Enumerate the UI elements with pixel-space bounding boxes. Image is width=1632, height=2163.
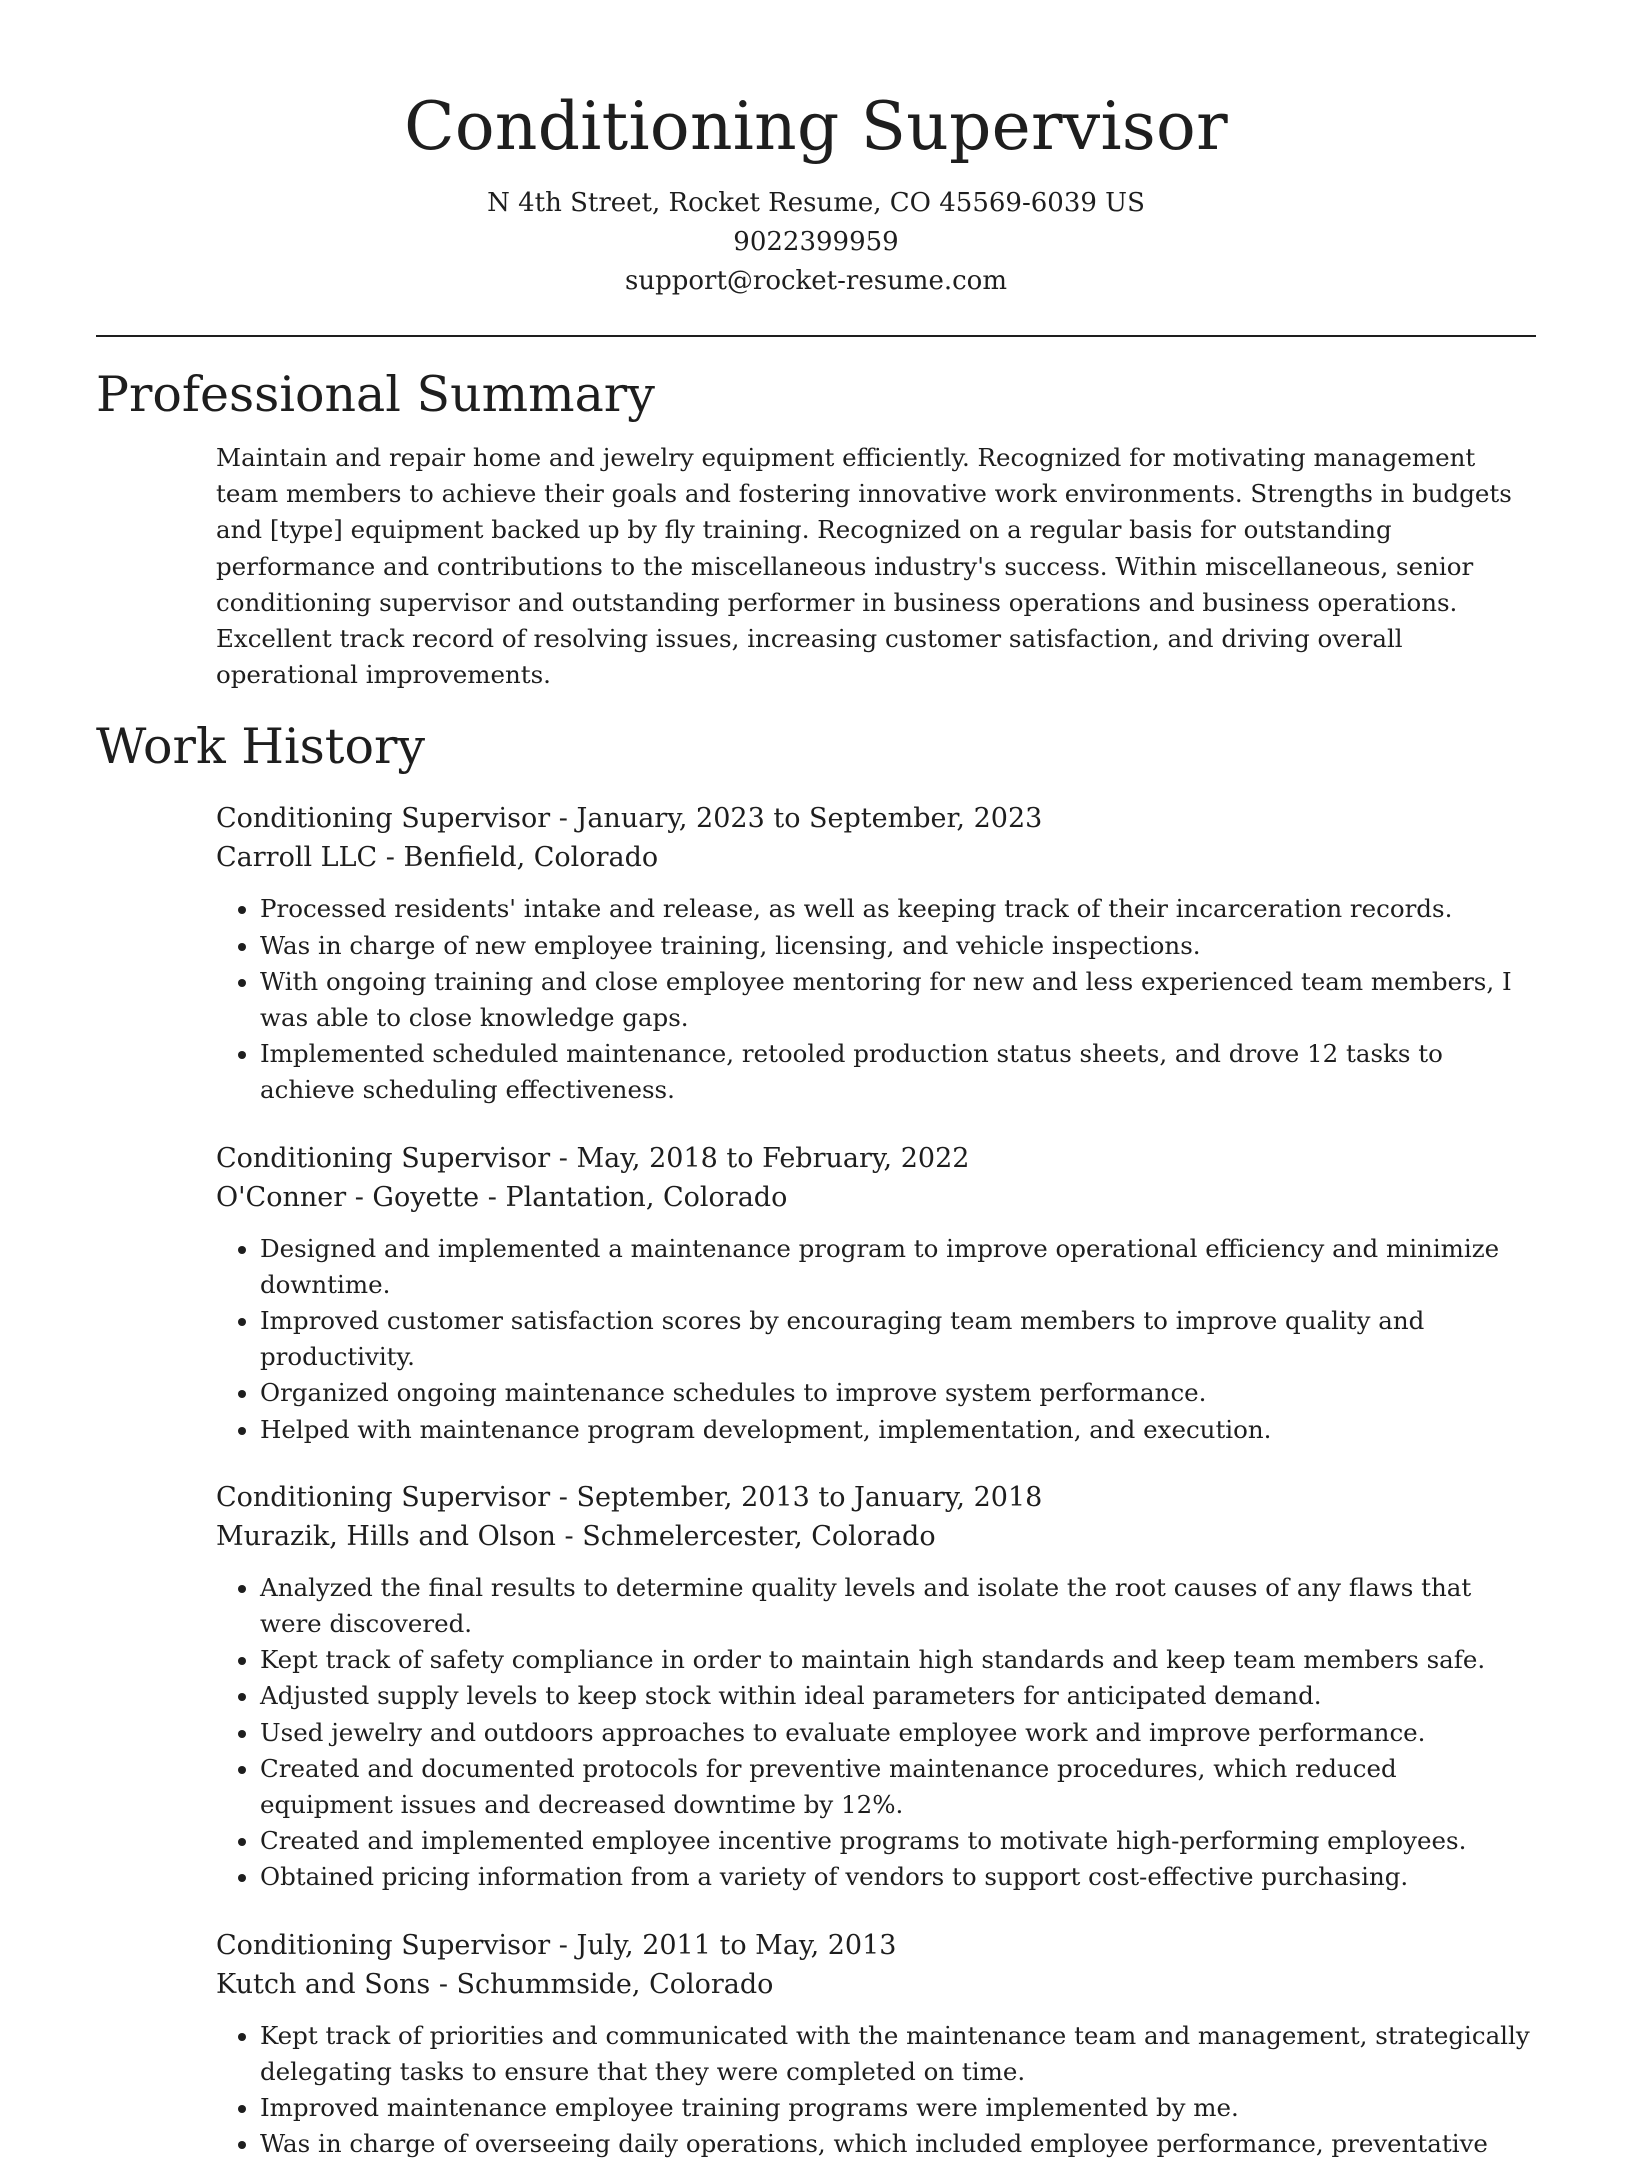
job-company-line [216, 1178, 1536, 1217]
job-dates: - May, 2018 to February, 2022 [550, 1142, 970, 1174]
summary-text: Maintain and repair home and jewelry equipment efficiently. Recognized for motivating management team members to achieve their goals and fostering innovative work environments. Strengths in budgets and [type] equipment backed up by fly training. Recognized on a regular basis for outstanding performance and contributions to the miscellaneous industry's success. Within miscellaneous, senior conditioning supervisor and outstanding performer in business operations and business operations. Excellent track record of resolving issues, increasing customer satisfaction, and driving overall operational improvements. [216, 443, 1512, 690]
job-company: O'Conner - Goyette [216, 1181, 480, 1213]
work-history-section [96, 715, 1536, 2162]
job-bullet: • Helped with maintenance program development, implementation, and execution. [260, 1412, 1536, 1448]
job-dates: - July, 2011 to May, 2013 [550, 1929, 897, 1961]
job-role: Conditioning Supervisor [216, 1481, 551, 1513]
job-company-line [216, 1517, 1536, 1556]
job-title-line [216, 1926, 1536, 1965]
candidate-name: Conditioning Supervisor [404, 88, 1228, 165]
job-bullet: • Created and documented protocols for preventive maintenance procedures, which reduced equipment issues and decreased downtime by 12%. [260, 1751, 1536, 1823]
job-bullet: • Obtained pricing information from a variety of vendors to support cost-effective purchasing. [260, 1859, 1536, 1895]
job-bullet-list [216, 2018, 1536, 2163]
job-bullet: • Created and implemented employee incentive programs to motivate high-performing employees. [260, 1823, 1536, 1859]
job-entry [216, 1926, 1536, 2163]
job-location: - Benfield, Colorado [377, 842, 659, 874]
job-bullet-list [216, 1231, 1536, 1448]
job-bullet: • With ongoing training and close employee mentoring for new and less experienced team members, I was able to close knowledge gaps. [260, 964, 1536, 1036]
section-title-summary: Professional Summary [96, 366, 655, 423]
job-company-line [216, 1965, 1536, 2004]
job-title-line [216, 799, 1536, 838]
job-company: Murazik, Hills and Olson [216, 1520, 556, 1552]
job-bullet: • Was in charge of overseeing daily operations, which included employee performance, preventative [260, 2126, 1536, 2162]
job-dates: - January, 2023 to September, 2023 [550, 803, 1043, 835]
job-bullet: • Improved maintenance employee training programs were implemented by me. [260, 2090, 1536, 2126]
job-role: Conditioning Supervisor [216, 1142, 551, 1174]
job-bullet: • Was in charge of new employee training, licensing, and vehicle inspections. [260, 928, 1536, 964]
job-company-line [216, 838, 1536, 877]
resume-page [96, 0, 1536, 2163]
job-entry [216, 1139, 1536, 1448]
job-bullet-list [216, 1570, 1536, 1896]
job-company: Kutch and Sons [216, 1968, 431, 2000]
job-title-line [216, 1139, 1536, 1178]
job-entry [216, 799, 1536, 1108]
job-role: Conditioning Supervisor [216, 803, 551, 835]
job-dates: - September, 2013 to January, 2018 [550, 1481, 1043, 1513]
job-entry [216, 1478, 1536, 1896]
job-bullet: • Kept track of priorities and communicated with the maintenance team and management, strategically delegating tasks to ensure that they were completed on time. [260, 2018, 1536, 2090]
job-bullet: • Adjusted supply levels to keep stock within ideal parameters for anticipated demand. [260, 1678, 1536, 1714]
job-bullet: • Analyzed the final results to determine quality levels and isolate the root causes of any flaws that were discovered. [260, 1570, 1536, 1642]
contact-address: N 4th Street, Rocket Resume, CO 45569-6039 US [487, 188, 1145, 218]
job-company: Carroll LLC [216, 842, 378, 874]
contact-email: support@rocket-resume.com [624, 266, 1007, 296]
job-role: Conditioning Supervisor [216, 1929, 551, 1961]
job-bullet: • Kept track of safety compliance in order to maintain high standards and keep team members safe. [260, 1642, 1536, 1678]
job-bullet: • Implemented scheduled maintenance, retooled production status sheets, and drove 12 tasks to achieve scheduling effectiveness. [260, 1036, 1536, 1108]
section-title-work-history: Work History [96, 718, 426, 776]
job-bullet: • Processed residents' intake and release, as well as keeping track of their incarceration records. [260, 891, 1536, 927]
job-title-line [216, 1478, 1536, 1517]
resume-header [96, 0, 1536, 301]
contact-phone: 9022399959 [733, 227, 899, 257]
professional-summary-section [96, 363, 1536, 693]
header-divider [96, 335, 1536, 337]
job-location: - Schmelercester, Colorado [555, 1520, 936, 1552]
job-bullet: • Used jewelry and outdoors approaches to evaluate employee work and improve performance. [260, 1715, 1536, 1751]
job-location: - Schummside, Colorado [430, 1968, 774, 2000]
job-bullet: • Organized ongoing maintenance schedules to improve system performance. [260, 1375, 1536, 1411]
job-bullet: • Designed and implemented a maintenance program to improve operational efficiency and minimize downtime. [260, 1231, 1536, 1303]
job-location: - Plantation, Colorado [479, 1181, 788, 1213]
job-bullet: • Improved customer satisfaction scores by encouraging team members to improve quality and productivity. [260, 1303, 1536, 1375]
job-bullet-list [216, 891, 1536, 1108]
